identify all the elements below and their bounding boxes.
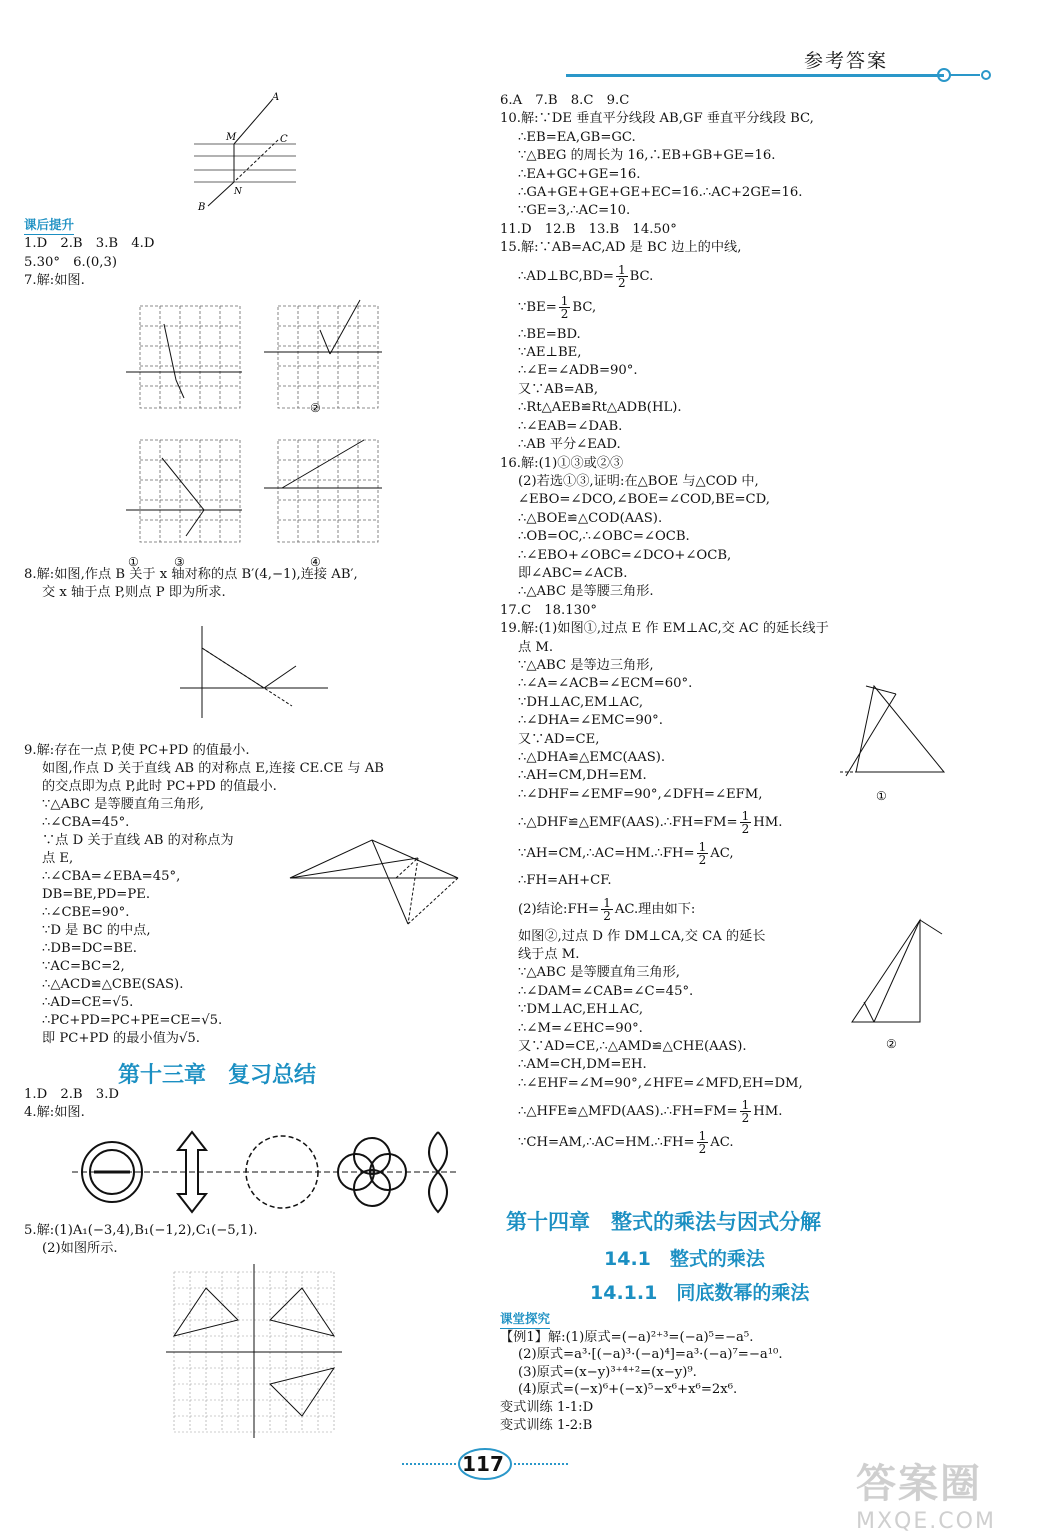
grid-caption-3: ③ xyxy=(174,555,185,569)
q19-line: 又∵AD=CE, xyxy=(518,731,600,747)
q15-line: ∴Rt△AEB≌Rt△ADB(HL). xyxy=(518,400,682,416)
point-label-c: C xyxy=(280,134,288,145)
q15-line: ∴BE=BD. xyxy=(518,326,581,342)
grid-caption-4: ④ xyxy=(310,555,321,569)
point-label-a: A xyxy=(272,92,280,103)
q9-line: ∴AD=CE=√5. xyxy=(42,995,134,1010)
q16-line: ∴△ABC 是等腰三角形. xyxy=(518,584,654,600)
grid-caption-2: ② xyxy=(310,401,321,415)
q19-line: 如图②,过点 D 作 DM⊥CA,交 CA 的延长 xyxy=(518,928,766,944)
fraction-half: $\frac{1}{2}$ xyxy=(698,1129,707,1157)
q15-line: ∴∠EAB=∠DAB. xyxy=(518,418,623,434)
answer-line: ∵GE=3,∴AC=10. xyxy=(518,203,631,219)
fraction-half: $\frac{1}{2}$ xyxy=(603,895,611,923)
q19-line: HM. xyxy=(753,1104,783,1120)
right-column xyxy=(500,92,829,1161)
example-line: (3)原式=(x−y)³⁺⁴⁺²=(x−y)⁹. xyxy=(518,1364,697,1380)
triangle-figure-q9 xyxy=(284,836,474,936)
section-14-1-1-title: 14.1.1 同底数幂的乘法 xyxy=(590,1282,810,1304)
header-decoration xyxy=(930,66,1002,86)
chapter-13-title: 第十三章 复习总结 xyxy=(118,1063,317,1088)
q19-line: ∴AH=CM,DH=EM. xyxy=(518,768,647,784)
figure-caption-1: ① xyxy=(876,789,887,803)
q9-line: ∵点 D 关于直线 AB 的对称点为 xyxy=(42,833,234,848)
answer-line: 1.D 2.B 3.D xyxy=(24,1087,119,1102)
fraction-half: $\frac{1}{2}$ xyxy=(560,293,569,321)
q9-line: 9.解:存在一点 P,使 PC+PD 的值最小. xyxy=(24,743,250,758)
q19-line: ∴∠M=∠EHC=90°. xyxy=(518,1020,643,1036)
watermark-text: 答案圈 xyxy=(856,1461,982,1507)
q19-line: 又∵AD=CE,∴△AMD≌△CHE(AAS). xyxy=(518,1039,747,1055)
q19-line: 19.解:(1)如图①,过点 E 作 EM⊥AC,交 AC 的延长线于 xyxy=(500,621,829,637)
q9-line: ∵△ABC 是等腰直角三角形, xyxy=(42,797,204,812)
q16-line: 16.解:(1)①③或②③ xyxy=(500,455,624,471)
answer-line: 4.解:如图. xyxy=(24,1105,85,1121)
page-number: 117 xyxy=(462,1452,504,1476)
q9-line: DB=BE,PD=PE. xyxy=(42,887,151,902)
q9-line: 点 E, xyxy=(42,851,74,866)
q9-line: ∴∠CBE=90°. xyxy=(42,905,130,920)
watermark xyxy=(856,1452,1034,1532)
q19-line: HM. xyxy=(753,815,783,831)
section-14-1-title: 14.1 整式的乘法 xyxy=(604,1248,765,1270)
header-rule xyxy=(566,74,944,77)
coordinate-grid-q5 xyxy=(164,1262,344,1440)
q19-line: ∴∠DHF=∠EMF=90°,∠DFH=∠EFM, xyxy=(518,786,763,802)
q9-line: ∵D 是 BC 的中点, xyxy=(42,923,151,938)
q8-line: 8.解:如图,作点 B 关于 x 轴对称的点 B′(4,−1),连接 AB′, xyxy=(24,567,358,582)
q16-line: ∴∠EBO+∠OBC=∠DCO+∠OCB, xyxy=(518,547,732,563)
grid-caption-1: ① xyxy=(128,555,139,569)
q9-line: 即 PC+PD 的最小值为√5. xyxy=(42,1031,200,1046)
q19-line: 线于点 M. xyxy=(518,947,580,963)
answer-line: 1.D 2.B 3.B 4.D xyxy=(24,236,155,252)
figure-caption-2: ② xyxy=(886,1037,897,1051)
header-title: 参考答案 xyxy=(804,50,889,72)
example-line: (4)原式=(−x)⁶+(−x)⁵−x⁶+x⁶=2x⁶. xyxy=(518,1382,738,1398)
answer-line: 10.解:∵DE 垂直平分线段 AB,GF 垂直平分线段 BC, xyxy=(500,111,814,127)
q19-line: ∵DM⊥AC,EH⊥AC, xyxy=(518,1002,644,1018)
q19-line: AC, xyxy=(710,846,734,862)
q19-line: ∴∠DHA=∠EMC=90°. xyxy=(518,713,663,729)
q16-line: (2)若选①③,证明:在△BOE 与△COD 中, xyxy=(518,473,759,489)
symmetry-figures xyxy=(64,1128,464,1216)
ch13-answers xyxy=(24,1086,119,1123)
example-line: 变式训练 1-1:D xyxy=(500,1399,594,1415)
q9-line: ∴△ACD≌△CBE(SAS). xyxy=(42,977,184,992)
q5-block xyxy=(24,1222,258,1259)
point-label-m: M xyxy=(226,132,237,143)
example-block xyxy=(500,1310,783,1434)
q19-line: AC. xyxy=(710,1135,734,1151)
q16-line: 即∠ABC=∠ACB. xyxy=(518,565,628,581)
answer-line: 5.30° 6.(0,3) xyxy=(24,254,117,270)
q19-line: ∴△HFE≌△MFD(AAS).∴FH=FM= xyxy=(518,1104,738,1120)
answer-line: ∵△BEG 的周长为 16,∴EB+GB+GE=16. xyxy=(518,148,776,164)
grid-figures xyxy=(120,296,390,569)
q19-line: ∵DH⊥AC,EM⊥AC, xyxy=(518,694,644,710)
q19-line: ∵△ABC 是等边三角形, xyxy=(518,657,654,673)
chapter-14-title: 第十四章 整式的乘法与因式分解 xyxy=(506,1210,821,1234)
q9-line: ∴∠CBA=∠EBA=45°, xyxy=(42,869,181,884)
triangle-figure-q19-1 xyxy=(836,680,956,806)
q5-line: (2)如图所示. xyxy=(42,1241,118,1257)
q9-line: 如图,作点 D 关于直线 AB 的对称点 E,连接 CE.CE 与 AB xyxy=(42,761,384,776)
q15-line: BC. xyxy=(629,268,654,284)
q15-line: ∵AE⊥BE, xyxy=(518,345,582,361)
q19-line: ∵△ABC 是等腰直角三角形, xyxy=(518,965,680,981)
q8-block xyxy=(24,566,358,603)
q19-line: ∴△DHA≌△EMC(AAS). xyxy=(518,750,666,765)
q15-line: BC, xyxy=(572,299,597,315)
q19-line: ∵CH=AM,∴AC=HM.∴FH= xyxy=(518,1135,695,1151)
fraction-half: $\frac{1}{2}$ xyxy=(617,262,626,290)
fraction-half: $\frac{1}{2}$ xyxy=(741,809,750,837)
answer-line: 11.D 12.B 13.B 14.50° xyxy=(500,221,677,237)
q19-line: 点 M. xyxy=(518,639,554,655)
answer-line: 7.解:如图. xyxy=(24,273,85,289)
example-line: 变式训练 1-2:B xyxy=(500,1417,593,1433)
answer-line: 15.解:∵AB=AC,AD 是 BC 边上的中线, xyxy=(500,240,742,256)
q19-line: ∴∠EHF=∠M=90°,∠HFE=∠MFD,EH=DM, xyxy=(518,1075,803,1091)
q9-line: ∴PC+PD=PC+PE=CE=√5. xyxy=(42,1013,223,1028)
q19-line: AC.理由如下: xyxy=(614,901,696,917)
q19-line: (2)结论:FH= xyxy=(518,901,600,917)
q19-line: ∴∠DAM=∠CAB=∠C=45°. xyxy=(518,983,694,999)
q15-line: 又∵AB=AB, xyxy=(518,381,599,397)
watermark-url: MXQE.COM xyxy=(856,1509,996,1534)
fraction-half: $\frac{1}{2}$ xyxy=(741,1098,750,1126)
answer-line: ∴EA+GC+GE=16. xyxy=(518,166,641,182)
q19-line: ∴AM=CH,DM=EH. xyxy=(518,1057,647,1073)
point-label-b: B xyxy=(198,202,206,213)
coordinate-figure-q8 xyxy=(176,622,336,728)
q15-line: ∴AD⊥BC,BD= xyxy=(518,268,614,284)
answer-line: 17.C 18.130° xyxy=(500,602,597,618)
point-label-n: N xyxy=(234,187,242,197)
q9-line: 的交点即为点 P,此时 PC+PD 的值最小. xyxy=(42,779,277,794)
q16-line: ∠EBO=∠DCO,∠BOE=∠COD,BE=CD, xyxy=(518,492,770,508)
q16-line: ∴△BOE≌△COD(AAS). xyxy=(518,510,663,526)
section-tag-classroom: 课堂探究 xyxy=(500,1310,550,1329)
example-line: (2)原式=a³·[(−a)³·(−a)⁴]=a³·(−a)⁷=−a¹⁰. xyxy=(518,1347,783,1363)
q16-line: ∴OB=OC,∴∠OBC=∠OCB. xyxy=(518,529,690,545)
q19-line: ∴FH=AH+CF. xyxy=(518,873,612,889)
q9-line: ∴DB=DC=BE. xyxy=(42,941,137,956)
q15-line: ∵BE= xyxy=(518,299,557,315)
q9-line: ∴∠CBA=45°. xyxy=(42,815,130,830)
left-column-top xyxy=(24,216,154,291)
q19-line: ∴∠A=∠ACB=∠ECM=60°. xyxy=(518,676,693,692)
answer-line: 6.A 7.B 8.C 9.C xyxy=(500,93,630,108)
fraction-half: $\frac{1}{2}$ xyxy=(698,840,707,868)
q19-line: ∵AH=CM,∴AC=HM.∴FH= xyxy=(518,846,695,862)
q15-line: ∴AB 平分∠EAD. xyxy=(518,437,621,453)
example-line: 【例1】解:(1)原式=(−a)²⁺³=(−a)⁵=−a⁵. xyxy=(500,1329,754,1345)
triangle-figure-q19-2 xyxy=(846,910,956,1054)
answer-line: ∴EB=EA,GB=GC. xyxy=(518,129,636,145)
q15-line: ∴∠E=∠ADB=90°. xyxy=(518,363,638,379)
section-tag-after-class: 课后提升 xyxy=(24,216,74,235)
answer-line: ∴GA+GE+GE+GE+EC=16.∴AC+2GE=16. xyxy=(518,185,803,201)
q8-line: 交 x 轴于点 P,则点 P 即为所求. xyxy=(42,585,226,601)
q19-line: ∴△DHF≌△EMF(AAS).∴FH=FM= xyxy=(518,815,738,831)
q5-line: 5.解:(1)A₁(−3,4),B₁(−1,2),C₁(−5,1). xyxy=(24,1223,258,1238)
q9-line: ∵AC=BC=2, xyxy=(42,959,125,974)
parallel-lines-figure xyxy=(190,92,305,218)
